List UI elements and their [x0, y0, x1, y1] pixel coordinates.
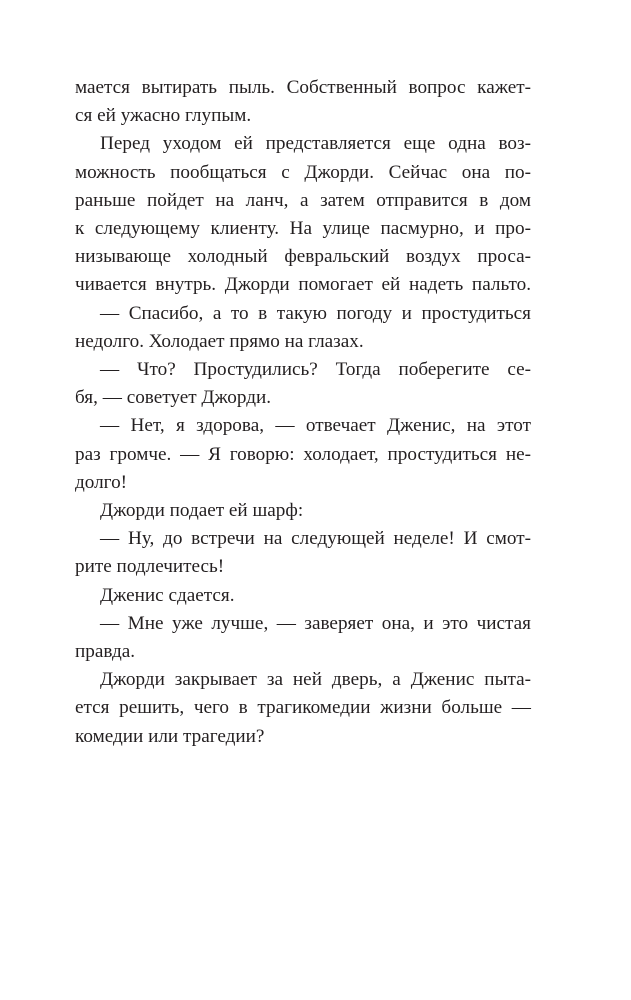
text-line: правда. — [75, 641, 136, 662]
text-line: чивается внутрь. Джорди помогает ей надеть пальто. — [75, 274, 531, 296]
text-line: Джорди закрывает за ней дверь, а Дженис пыта- — [100, 669, 531, 691]
text-line: к следующему клиенту. На улице пасмурно, и про- — [75, 218, 531, 239]
text-line: ется решить, чего в трагикомедии жизни больше — — [75, 697, 531, 719]
text-line: мается вытирать пыль. Собственный вопрос кажет- — [75, 77, 531, 98]
text-line: Джорди подает ей шарф: — [100, 500, 304, 521]
text-line: раз громче. — Я говорю: холодает, простудиться не- — [75, 443, 531, 465]
text-line: — Что? Простудились? Тогда поберегите се- — [100, 359, 531, 380]
text-line: низывающе холодный февральский воздух проса- — [75, 246, 531, 268]
text-line: — Ну, до встречи на следующей неделе! И смот- — [100, 528, 531, 550]
text-line: — Мне уже лучше, — заверяет она, и это чистая — [100, 612, 531, 634]
text-line: недолго. Холодает прямо на глазах. — [75, 330, 364, 352]
text-line: Перед уходом ей представляется еще одна воз- — [100, 133, 531, 155]
text-line: долго! — [75, 471, 128, 493]
text-line: раньше пойдет на ланч, а затем отправится в дом — [75, 189, 531, 211]
text-line: — Спасибо, а то в такую погоду и простудиться — [100, 302, 531, 324]
text-line: рите подлечитесь! — [75, 556, 225, 578]
text-line: комедии или трагедии? — [75, 725, 265, 747]
text-line: бя, — советует Джорди. — [75, 387, 272, 409]
text-line: ся ей ужасно глупым. — [75, 105, 252, 127]
text-line: можность пообщаться с Джорди. Сейчас она по- — [75, 161, 531, 183]
text-line: — Нет, я здорова, — отвечает Дженис, на этот — [100, 415, 531, 437]
text-line: Дженис сдается. — [100, 584, 235, 606]
